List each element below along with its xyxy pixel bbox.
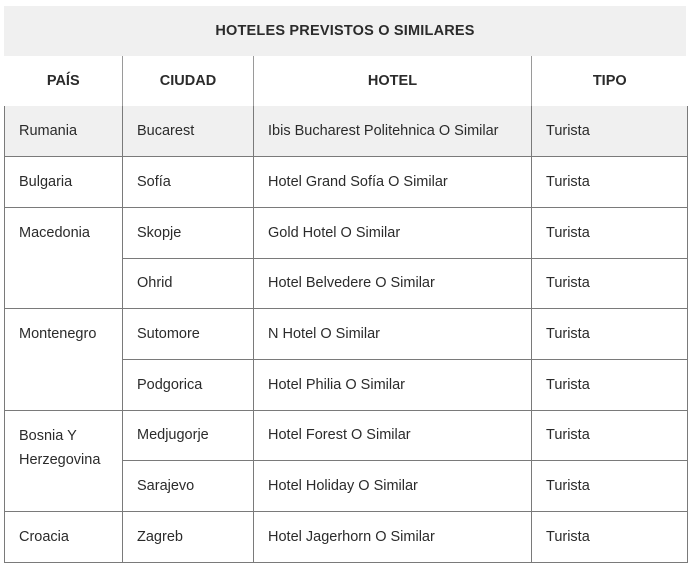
type-cell: Turista bbox=[532, 359, 688, 410]
hotel-cell: Hotel Belvedere O Similar bbox=[254, 258, 532, 309]
type-cell: Turista bbox=[532, 410, 688, 461]
table-title: HOTELES PREVISTOS O SIMILARES bbox=[4, 6, 686, 56]
type-cell: Turista bbox=[532, 207, 688, 258]
header-type: TIPO bbox=[532, 56, 688, 106]
table-row bbox=[5, 207, 688, 258]
city-cell: Podgorica bbox=[123, 359, 254, 410]
city-cell: Sarajevo bbox=[123, 461, 254, 512]
city-cell: Skopje bbox=[123, 207, 254, 258]
header-hotel: HOTEL bbox=[254, 56, 532, 106]
hotel-cell: Hotel Jagerhorn O Similar bbox=[254, 512, 532, 563]
hotel-cell: Hotel Forest O Similar bbox=[254, 410, 532, 461]
city-cell: Ohrid bbox=[123, 258, 254, 309]
type-cell: Turista bbox=[532, 512, 688, 563]
table-row bbox=[5, 512, 688, 563]
hotels-table bbox=[4, 56, 688, 563]
hotel-cell: Hotel Philia O Similar bbox=[254, 359, 532, 410]
hotel-cell: Ibis Bucharest Politehnica O Similar bbox=[254, 106, 532, 157]
type-cell: Turista bbox=[532, 106, 688, 157]
header-country: PAÍS bbox=[46, 73, 80, 89]
country-cell: Bulgaria bbox=[5, 157, 123, 208]
type-cell: Turista bbox=[532, 461, 688, 512]
header-city: CIUDAD bbox=[123, 56, 254, 106]
table-row bbox=[5, 157, 688, 208]
country-cell: Macedonia bbox=[5, 207, 123, 308]
country-cell: Montenegro bbox=[5, 309, 123, 410]
header-row bbox=[5, 56, 688, 106]
city-cell: Sofía bbox=[123, 157, 254, 208]
table-row bbox=[5, 410, 688, 461]
city-cell: Zagreb bbox=[123, 512, 254, 563]
hotel-cell: Hotel Grand Sofía O Similar bbox=[254, 157, 532, 208]
city-cell: Medjugorje bbox=[123, 410, 254, 461]
type-cell: Turista bbox=[532, 309, 688, 360]
city-cell: Bucarest bbox=[123, 106, 254, 157]
type-cell: Turista bbox=[532, 258, 688, 309]
type-cell: Turista bbox=[532, 157, 688, 208]
table-row bbox=[5, 309, 688, 360]
city-cell: Sutomore bbox=[123, 309, 254, 360]
hotel-cell: Gold Hotel O Similar bbox=[254, 207, 532, 258]
country-cell: Rumania bbox=[5, 106, 123, 157]
table-row bbox=[5, 106, 688, 157]
country-cell: Bosnia Y Herzegovina bbox=[5, 410, 123, 511]
hotel-cell: Hotel Holiday O Similar bbox=[254, 461, 532, 512]
country-cell: Croacia bbox=[5, 512, 123, 563]
hotel-cell: N Hotel O Similar bbox=[254, 309, 532, 360]
